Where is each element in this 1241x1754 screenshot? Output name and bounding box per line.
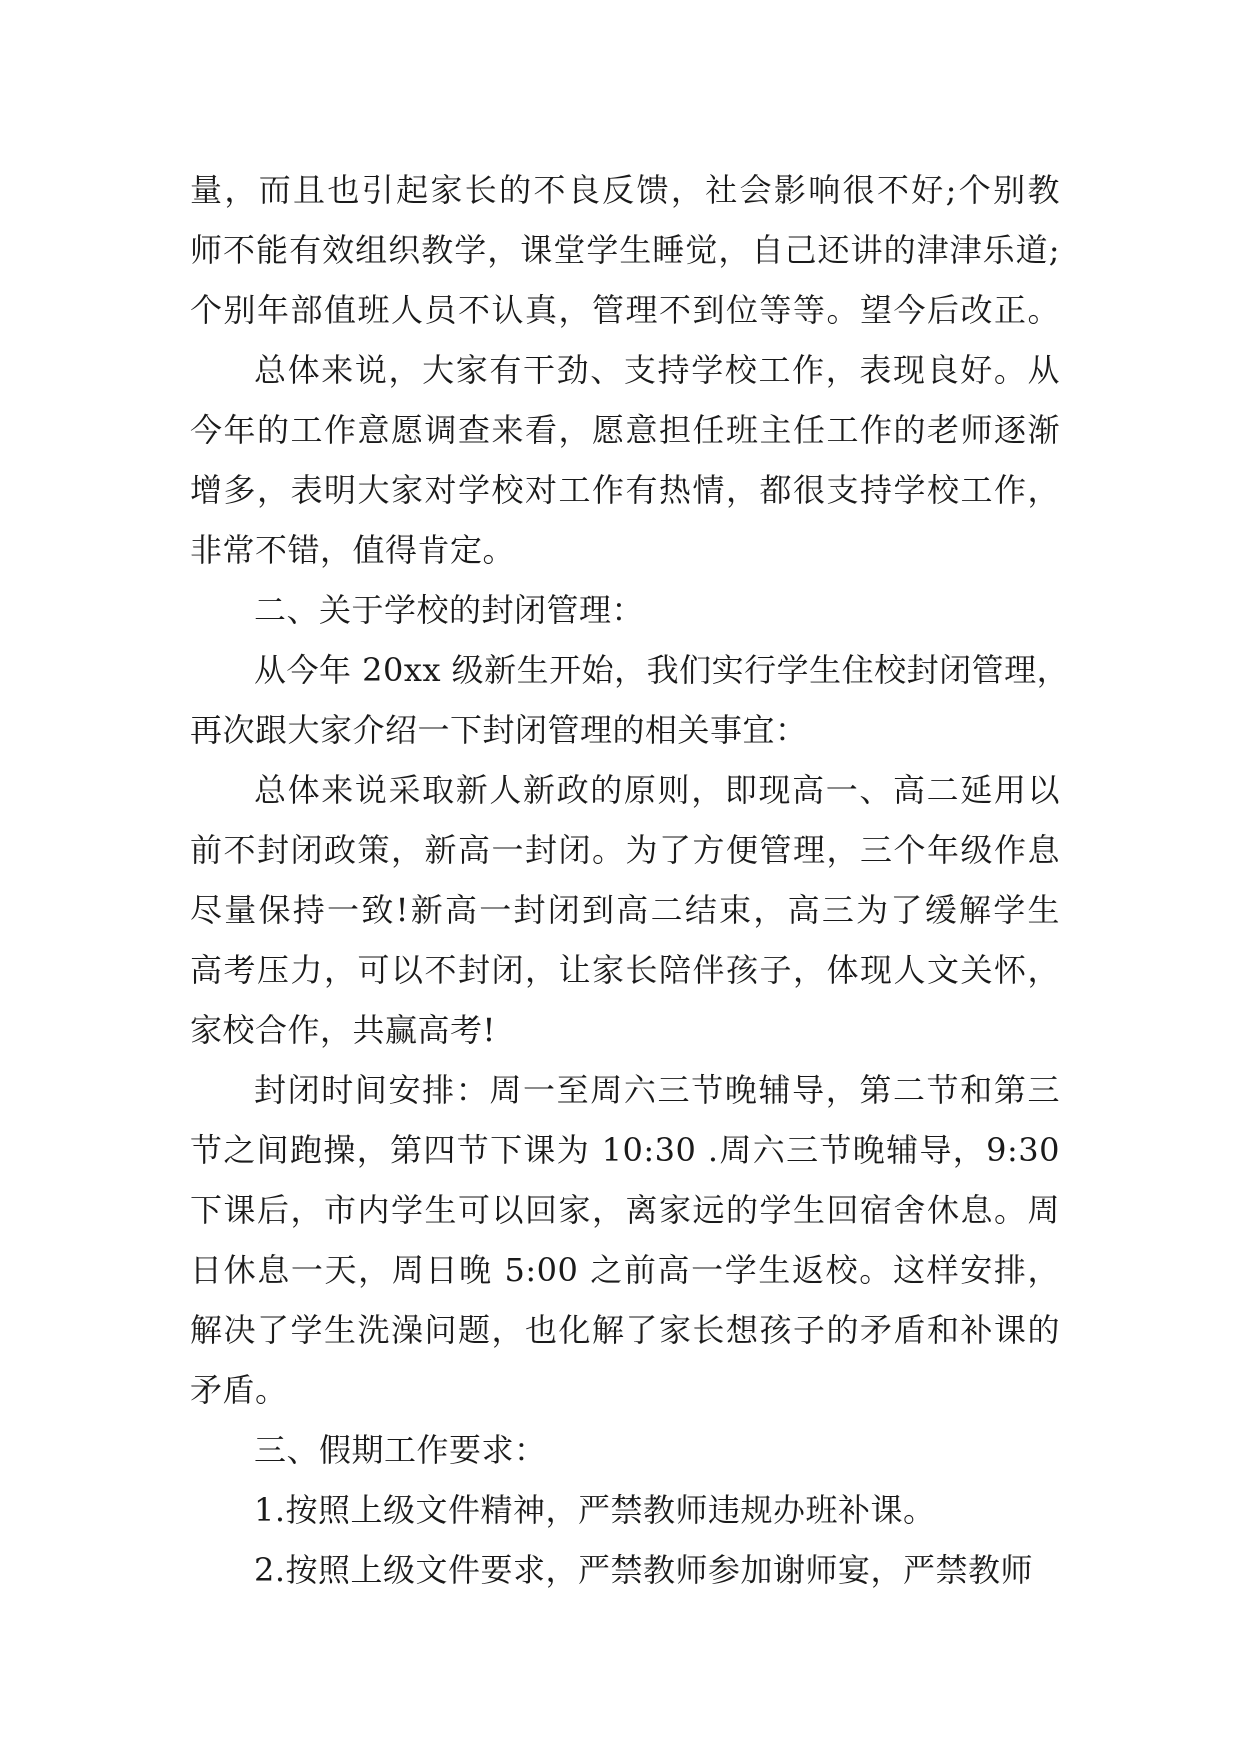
paragraph-line: 个别年部值班人员不认真，管理不到位等等。望今后改正。 bbox=[190, 291, 1060, 329]
paragraph-line: 前不封闭政策，新高一封闭。为了方便管理，三个年级作息 bbox=[190, 831, 1060, 869]
section-heading: 三、假期工作要求： bbox=[254, 1431, 547, 1469]
paragraph-line: 家校合作，共赢高考! bbox=[190, 1011, 496, 1049]
paragraph-line: 总体来说，大家有干劲、支持学校工作，表现良好。从 bbox=[254, 351, 1060, 389]
paragraph-line: 封闭时间安排：周一至周六三节晚辅导，第二节和第三 bbox=[254, 1071, 1060, 1109]
paragraph-line: 增多，表明大家对学校对工作有热情，都很支持学校工作， bbox=[190, 471, 1060, 509]
paragraph-line: 下课后，市内学生可以回家，离家远的学生回宿舍休息。周 bbox=[190, 1191, 1060, 1229]
document-body bbox=[190, 160, 1070, 1600]
paragraph-line: 师不能有效组织教学，课堂学生睡觉，自己还讲的津津乐道; bbox=[190, 231, 1060, 269]
paragraph-line: 总体来说采取新人新政的原则，即现高一、高二延用以 bbox=[254, 771, 1060, 809]
paragraph-line: 节之间跑操，第四节下课为 10:30 .周六三节晚辅导，9:30 bbox=[190, 1131, 1060, 1169]
list-item: 1.按照上级文件精神，严禁教师违规办班补课。 bbox=[254, 1491, 936, 1529]
paragraph-line: 解决了学生洗澡问题，也化解了家长想孩子的矛盾和补课的 bbox=[190, 1311, 1060, 1349]
paragraph-line: 从今年 20xx 级新生开始，我们实行学生住校封闭管理， bbox=[254, 651, 1070, 689]
paragraph-line: 高考压力，可以不封闭，让家长陪伴孩子，体现人文关怀， bbox=[190, 951, 1060, 989]
paragraph-line: 矛盾。 bbox=[190, 1371, 288, 1409]
paragraph-line: 日休息一天，周日晚 5:00 之前高一学生返校。这样安排， bbox=[190, 1251, 1060, 1289]
paragraph-line: 再次跟大家介绍一下封闭管理的相关事宜： bbox=[190, 711, 808, 749]
paragraph-line: 今年的工作意愿调查来看，愿意担任班主任工作的老师逐渐 bbox=[190, 411, 1060, 449]
paragraph-line: 非常不错，值得肯定。 bbox=[190, 531, 516, 569]
paragraph-line: 量，而且也引起家长的不良反馈，社会影响很不好;个别教 bbox=[190, 171, 1060, 209]
list-item: 2.按照上级文件要求，严禁教师参加谢师宴，严禁教师 bbox=[254, 1551, 1034, 1589]
section-heading: 二、关于学校的封闭管理： bbox=[254, 591, 645, 629]
paragraph-line: 尽量保持一致!新高一封闭到高二结束，高三为了缓解学生 bbox=[190, 891, 1060, 929]
